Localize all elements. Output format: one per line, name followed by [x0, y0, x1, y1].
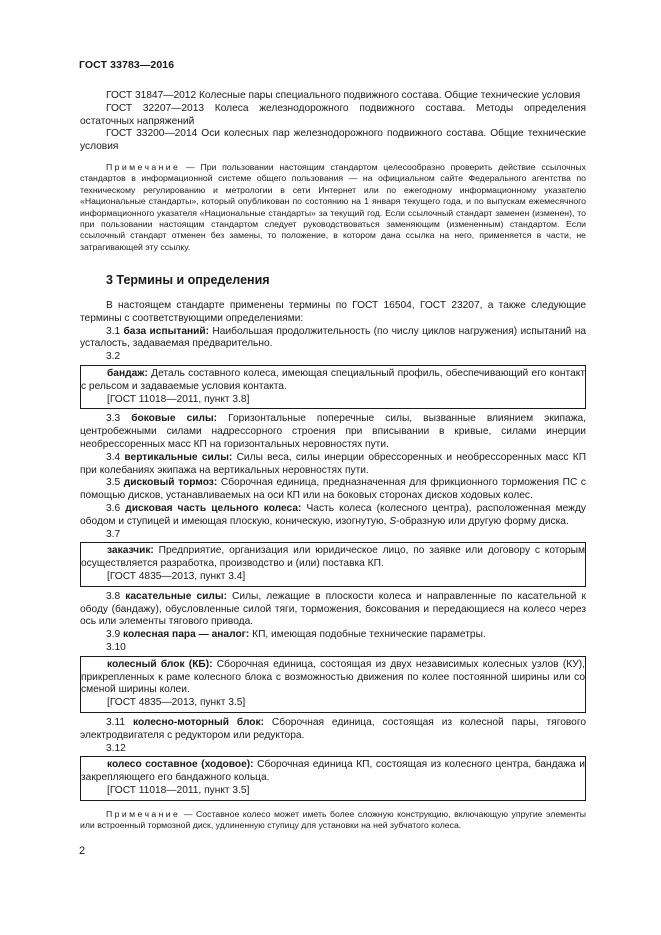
term-name: бандаж:	[107, 368, 148, 380]
term-name: база испытаний:	[123, 325, 210, 337]
term-number: 3.12	[106, 742, 126, 754]
reference-item: ГОСТ 33200—2014 Оси колесных пар железнодорожного подвижного состава. Общие технические условия	[80, 128, 586, 153]
term-name: дисковый тормоз:	[123, 477, 218, 489]
term-source: [ГОСТ 11018—2011, пункт 3.8]	[107, 393, 250, 405]
term-3-12	[81, 759, 585, 785]
term-number: 3.3	[106, 413, 132, 425]
document-body	[80, 90, 586, 832]
term-definition: Часть колеса (колесного центра), расположенная между ободом и ступицей и имеющая плоскую, коническую, изогнутую,	[80, 502, 586, 527]
term-number: 3.10	[106, 641, 126, 653]
term-3-2	[81, 368, 585, 394]
note-label: Примечание	[106, 808, 181, 819]
term-definition: Предприятие, организация или юридическое лицо, по заявке или договору с которым осуществляется разработка, производство и (или) поставка КП.	[81, 545, 585, 570]
term-definition: Силы веса, силы инерции обрессоренных и необрессоренных масс КП при колебаниях экипажа на вертикальных неровностях пути.	[80, 451, 587, 476]
term-definition: Сборочная единица КП, состоящая из колесного центра, бандажа и закрепляющего его бандажного кольца.	[81, 759, 585, 784]
term-3-4	[80, 452, 586, 478]
term-name: заказчик:	[107, 545, 154, 557]
term-number: 3.6	[106, 502, 126, 514]
term-3-7	[81, 545, 585, 571]
term-name: колесно-моторный блок:	[132, 716, 265, 728]
term-number: 3.9	[106, 629, 123, 641]
term-3-5	[80, 477, 586, 503]
term-3-8	[80, 591, 586, 629]
term-name: дисковая часть цельного колеса:	[125, 502, 302, 514]
term-definition: Наибольшая продолжительность (по числу циклов нагружения) испытаний на усталость, задаваемая предварительно.	[80, 325, 586, 350]
section-heading: 3 Термины и определения	[106, 273, 270, 288]
term-definition: КП, имеющая подобные технические параметры.	[249, 629, 486, 641]
page-number: 2	[79, 845, 86, 857]
term-box-3-10	[80, 656, 586, 713]
term-3-6	[80, 503, 586, 529]
note-label: Примечание	[106, 161, 181, 172]
reference-item: ГОСТ 31847—2012 Колесные пары специального подвижного состава. Общие технические условия	[106, 90, 581, 101]
note-paragraph	[80, 809, 586, 832]
term-number: 3.11	[106, 716, 133, 728]
term-source: [ГОСТ 4835—2013, пункт 3.5]	[107, 697, 246, 709]
term-number: 3.8	[106, 590, 126, 602]
term-name: касательные силы:	[125, 590, 227, 602]
term-box-3-7	[80, 542, 586, 586]
note-paragraph	[80, 162, 586, 253]
term-definition: Деталь составного колеса, имеющая специальный профиль, обеспечивающий его контакт с рельсом и задаваемые условия контакта.	[81, 368, 585, 392]
term-name: колесная пара — аналог:	[123, 629, 250, 641]
term-3-3	[80, 413, 586, 451]
term-3-9	[80, 629, 586, 642]
term-definition: Силы, лежащие в плоскости колеса и направленные по касательной к ободу (бандажу), обусловленные силой тяги, торможения, боксования и передающиеся на колесо через ось или элементы тягового привода.	[80, 590, 586, 628]
term-3-11	[80, 717, 586, 743]
term-3-10	[81, 659, 585, 697]
term-source: [ГОСТ 4835—2013, пункт 3.4]	[107, 570, 246, 582]
term-definition: Сборочная единица, состоящая из колесной пары, тягового электродвигателя с редуктором или редуктора.	[80, 716, 586, 741]
term-name: колесный блок (КБ):	[107, 658, 213, 670]
note-text: — При пользовании настоящим стандартом целесообразно проверить действие ссылочных стандартов в информационной системе общего пользования — на официальном сайте Федерального агентства по техническому регулированию и метрологии в сети Интернет или по ежегодному информационному указателю «Национальные стандарты», который опубликован по состоянию на 1 января текущего года, и по выпускам ежемесячного информационного указателя «Национальные стандарты» за текущий год. Если ссылочный стандарт заменен (изменен), то при пользовании настоящим стандартом следует руководствоваться заменяющим (измененным) стандартом. Если ссылочный стандарт отменен без замены, то положение, в котором дана ссылка на него, применяется в части, не затрагивающей эту ссылку.	[80, 161, 586, 252]
term-name: боковые силы:	[131, 413, 218, 425]
term-box-3-12	[80, 756, 586, 800]
term-name: вертикальные силы:	[124, 451, 233, 463]
term-definition-italic: S	[389, 515, 397, 527]
term-name: колесо составное (ходовое):	[107, 759, 254, 771]
term-box-3-2	[80, 365, 586, 409]
note-text: — Составное колесо может иметь более сложную конструкцию, включающую упругие элементы или встроенный тормозной диск, удлиненную ступицу для установки на ней зубчатого колеса.	[80, 808, 586, 831]
term-definition: Сборочная единица, состоящая из двух независимых колесных узлов (КУ), прикрепленных к раме колесного блока с возможностью движения по колее постоянной ширины или со сменой ширины колеи.	[81, 658, 585, 696]
term-3-1	[80, 326, 586, 352]
term-definition: -образную или другую форму диска.	[396, 515, 569, 527]
term-definition: Горизонтальные поперечные силы, вызванные влиянием экипажа, центробежными силами надрессорного строения при вписывании в кривые, силами инерции необрессоренных масс КП на горизонтальных неровностях пути.	[80, 413, 587, 450]
section-intro: В настоящем стандарте применены термины по ГОСТ 16504, ГОСТ 23207, а также следующие термины с соответствующими определениями:	[80, 300, 586, 324]
reference-item: ГОСТ 32207—2013 Колеса железнодорожного подвижного состава. Методы определения остаточных напряжений	[80, 102, 586, 127]
term-number: 3.1	[106, 325, 124, 337]
term-definition: Сборочная единица, предназначенная для фрикционного торможения ПС с помощью дисков, устанавливаемых на оси КП или на боковых сторонах дисков ходовых колес.	[80, 477, 586, 502]
term-number: 3.7	[106, 528, 121, 540]
term-source: [ГОСТ 11018—2011, пункт 3.5]	[107, 784, 250, 796]
document-header: ГОСТ 33783—2016	[79, 59, 175, 71]
term-number: 3.5	[106, 477, 124, 489]
term-number: 3.2	[106, 351, 121, 363]
term-number: 3.4	[106, 451, 125, 463]
